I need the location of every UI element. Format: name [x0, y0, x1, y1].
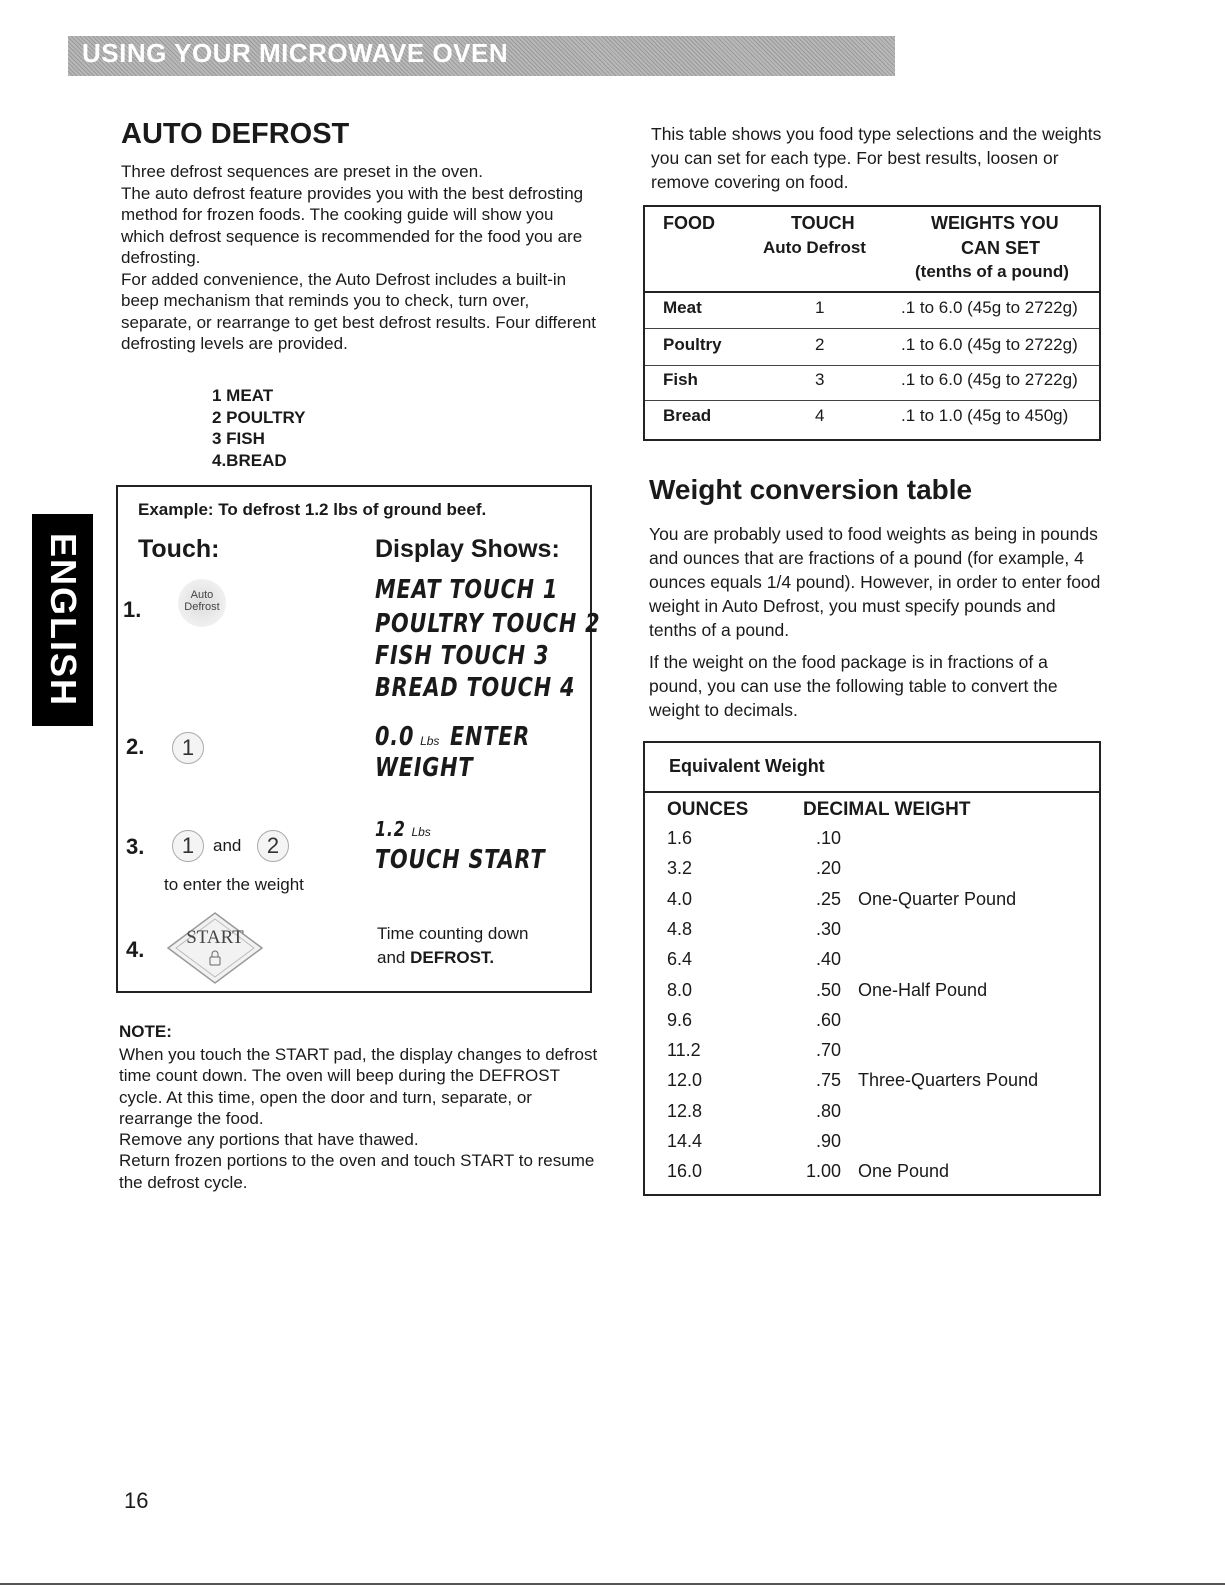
touch-number: 4: [815, 406, 825, 425]
ounces-cell: 12.8: [667, 1101, 703, 1121]
decimal-cell: .75: [815, 1070, 841, 1090]
weights-column-header: CAN SET: [961, 238, 1041, 258]
start-button-label: START: [186, 927, 244, 948]
display-line: Time counting down: [377, 924, 529, 943]
step-3-number: 3.: [126, 834, 145, 859]
table-divider: [645, 365, 1099, 366]
intro-paragraph: For added convenience, the Auto Defrost includes a built-in beep mechanism that reminds you to check, turn over, separate, or rearrange to get best defrost results. Four different defrosting levels are provided.: [121, 269, 596, 353]
ounces-cell: 4.8: [667, 919, 693, 939]
number-1-button[interactable]: 1: [172, 732, 204, 764]
table-row: [645, 919, 1099, 949]
ounces-cell: 11.2: [667, 1040, 701, 1060]
weight-range: .1 to 6.0 (45g to 2722g): [901, 335, 1078, 354]
display-weight-prompt: [375, 722, 550, 752]
ounces-column-header: OUNCES: [667, 799, 749, 820]
display-line: BREAD TOUCH 4: [375, 673, 576, 703]
ounces-cell: 4.0: [667, 889, 693, 909]
table-divider: [645, 328, 1099, 329]
and-label: and: [213, 836, 242, 855]
decimal-cell: .60: [815, 1010, 841, 1030]
auto-defrost-button[interactable]: [178, 579, 226, 627]
page-number: 16: [124, 1488, 149, 1513]
auto-defrost-button-label: Defrost: [184, 601, 220, 613]
sequence-item: 1 MEAT: [212, 386, 274, 405]
auto-defrost-title: AUTO DEFROST: [121, 118, 350, 150]
table-row: [645, 980, 1099, 1010]
table-divider: [645, 791, 1099, 793]
sequence-item: 2 POULTRY: [212, 407, 306, 427]
auto-defrost-button-label: Auto: [190, 589, 214, 601]
touch-column-header: Touch:: [138, 535, 220, 563]
weight-range: .1 to 6.0 (45g to 2722g): [901, 298, 1078, 317]
display-line: WEIGHT: [375, 753, 474, 783]
weight-conversion-text: [649, 522, 1104, 730]
display-line: TOUCH START: [375, 845, 546, 875]
note-text: [119, 1044, 599, 1193]
decimal-cell: .80: [815, 1101, 841, 1121]
auto-defrost-intro: [121, 161, 601, 355]
side-tab-label: ENGLISH: [42, 532, 84, 708]
weight-conversion-title: Weight conversion table: [649, 474, 973, 505]
header-title: USING YOUR MICROWAVE OVEN: [82, 38, 509, 68]
sequence-item: 3 FISH: [212, 429, 265, 448]
food-type-table: [643, 205, 1101, 441]
step-1-number: 1.: [123, 597, 142, 622]
note-title: NOTE:: [119, 1022, 172, 1041]
display-unit: Lbs: [411, 825, 431, 839]
display-line: MEAT TOUCH 1: [375, 575, 559, 605]
ounces-cell: 3.2: [667, 858, 693, 878]
defrost-sequence-list: [212, 385, 306, 471]
table-row: [645, 1131, 1099, 1161]
weight-paragraph: If the weight on the food package is in fractions of a pound, you can use the following table to convert the weight to decimals.: [649, 652, 1058, 720]
table-row: [645, 889, 1099, 919]
touch-number: 1: [815, 298, 825, 317]
food-column-header: FOOD: [663, 213, 715, 233]
display-word: ENTER: [449, 722, 530, 752]
display-line: POULTRY TOUCH 2: [375, 609, 601, 639]
display-column-header: Display Shows:: [375, 535, 560, 563]
display-value: 1.2: [375, 817, 406, 841]
decimal-cell: .10: [815, 828, 841, 848]
decimal-cell: .40: [815, 949, 841, 969]
weights-column-subheader: (tenths of a pound): [915, 262, 1069, 281]
table-row: [645, 1101, 1099, 1131]
table-row: [645, 828, 1099, 858]
display-text-bold: DEFROST.: [410, 948, 495, 967]
note-paragraph: When you touch the START pad, the display changes to defrost time count down. The oven will beep during the DEFROST cycle. At this time, open the door and turn, separate, or rearrange the food.: [119, 1045, 598, 1128]
table-row: [645, 1040, 1099, 1070]
number-1-button[interactable]: 1: [172, 830, 204, 862]
ounces-cell: 6.4: [667, 949, 693, 969]
decimal-cell: .90: [815, 1131, 841, 1151]
weight-range: .1 to 6.0 (45g to 2722g): [901, 370, 1078, 389]
ounces-cell: 16.0: [667, 1161, 703, 1181]
table-row: [645, 949, 1099, 979]
example-box: [116, 485, 601, 993]
decimal-cell: .20: [815, 858, 841, 878]
decimal-cell: .25: [815, 889, 841, 909]
intro-paragraph: Three defrost sequences are preset in the oven.: [121, 162, 483, 181]
table-row: [645, 858, 1099, 888]
food-table-intro: This table shows you food type selections and the weights you can set for each type. For best results, loosen or remove covering on food.: [651, 124, 1102, 192]
display-value: 0.0: [375, 722, 415, 752]
ounces-cell: 9.6: [667, 1010, 693, 1030]
weight-paragraph: You are probably used to food weights as being in pounds and ounces that are fractions of a pound (for example, 4 ounces equals 1/4 pound). However, in order to enter food weight in Auto Defrost, you must specify pounds and tenths of a pound.: [649, 524, 1101, 640]
table-row: [645, 1010, 1099, 1040]
intro-paragraph: The auto defrost feature provides you with the best defrosting method for frozen foods. The cooking guide will show you which defrost sequence is recommended for the food you are defrosting.: [121, 183, 584, 267]
ounces-cell: 14.4: [667, 1131, 703, 1151]
table-row: [645, 1161, 1099, 1191]
decimal-cell: 1.00: [805, 1161, 841, 1181]
table-divider: [645, 291, 1099, 293]
decimal-column-header: DECIMAL WEIGHT: [803, 799, 971, 820]
touch-number: 2: [815, 335, 825, 354]
display-weight-entered: [375, 817, 431, 841]
note-cell: One-Quarter Pound: [858, 889, 1017, 909]
note-cell: Three-Quarters Pound: [858, 1070, 1039, 1090]
food-name: Poultry: [663, 335, 722, 354]
table-row: [645, 1070, 1099, 1100]
note-paragraph: Remove any portions that have thawed.: [119, 1130, 419, 1150]
note-cell: One-Half Pound: [858, 980, 988, 1000]
decimal-cell: .30: [815, 919, 841, 939]
ounces-cell: 8.0: [667, 980, 693, 1000]
display-text: and: [377, 948, 411, 967]
step-4-number: 4.: [126, 937, 145, 962]
sequence-item: 4.BREAD: [212, 450, 287, 470]
weights-column-header: WEIGHTS YOU: [931, 213, 1059, 233]
step-2-number: 2.: [126, 734, 145, 759]
note-paragraph: Return frozen portions to the oven and touch START to resume the defrost cycle.: [119, 1151, 595, 1192]
display-line: FISH TOUCH 3: [375, 641, 550, 671]
touch-number: 3: [815, 370, 825, 389]
food-name: Meat: [663, 298, 702, 317]
ounces-cell: 1.6: [667, 828, 693, 848]
food-name: Fish: [663, 370, 698, 389]
decimal-cell: .70: [815, 1040, 841, 1060]
weight-range: .1 to 1.0 (45g to 450g): [901, 406, 1069, 425]
note-cell: One Pound: [858, 1161, 950, 1181]
decimal-cell: .50: [815, 980, 841, 1000]
display-unit: Lbs: [420, 734, 440, 748]
language-side-tab: [32, 514, 93, 726]
touch-column-header: TOUCH: [791, 213, 855, 233]
ounces-cell: 12.0: [667, 1070, 703, 1090]
table-divider: [645, 400, 1099, 401]
example-title: Example: To defrost 1.2 lbs of ground beef.: [138, 500, 487, 519]
equivalent-weight-table: [643, 741, 1101, 1196]
equivalent-weight-title: Equivalent Weight: [669, 756, 825, 776]
number-2-button[interactable]: 2: [257, 830, 289, 862]
food-name: Bread: [663, 406, 712, 425]
touch-column-subheader: Auto Defrost: [763, 238, 866, 257]
start-button[interactable]: [166, 911, 264, 985]
display-line: [377, 948, 494, 968]
step-3-caption: to enter the weight: [164, 875, 304, 894]
